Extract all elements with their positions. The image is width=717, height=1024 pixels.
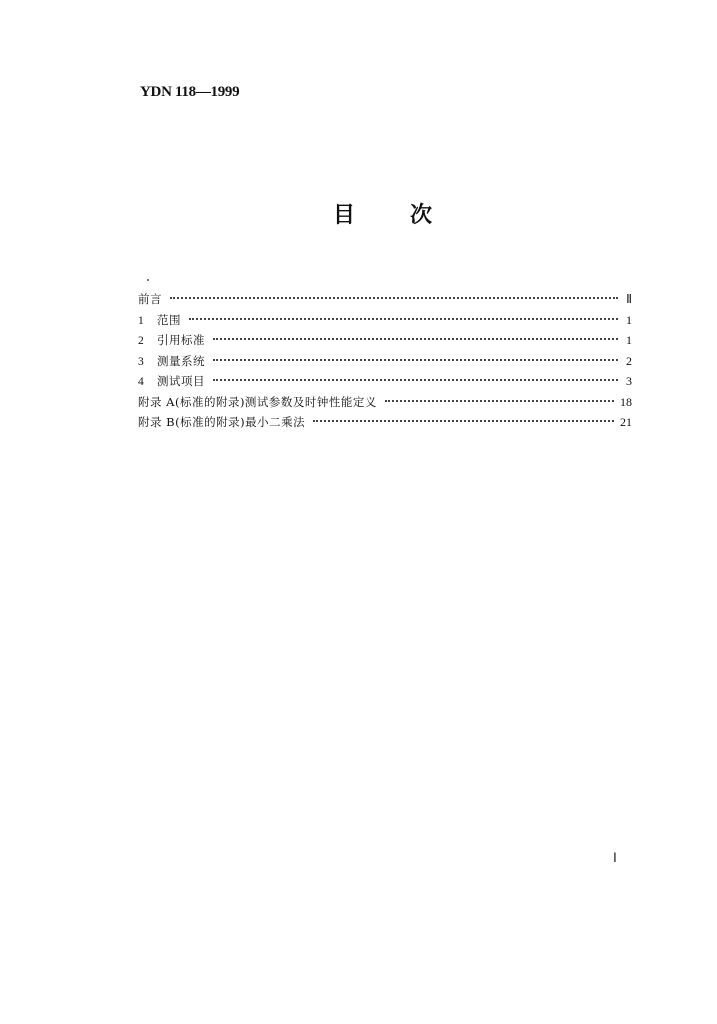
- toc-entry-page: 2: [626, 353, 632, 368]
- toc-entry-preface[interactable]: [138, 289, 632, 310]
- table-of-contents: [138, 289, 632, 433]
- document-code: YDN 118—1999: [140, 84, 240, 100]
- toc-leader-dots: [213, 338, 618, 340]
- toc-entry-normative-references[interactable]: [138, 330, 632, 351]
- toc-entry-label: 附录 A(标准的附录)测试参数及时钟性能定义: [138, 394, 377, 409]
- toc-leader-dots: [170, 297, 618, 299]
- toc-entry-number: 3: [138, 355, 144, 368]
- toc-entry-page: 3: [626, 374, 632, 388]
- toc-entry-page: 21: [620, 415, 632, 429]
- toc-entry-label: 测量系统: [157, 353, 205, 368]
- toc-leader-dots: [213, 379, 618, 381]
- toc-entry-label: 前言: [138, 292, 162, 306]
- toc-entry-page: 1: [626, 312, 632, 327]
- toc-title-part2: 次: [410, 203, 433, 228]
- toc-entry-number: 1: [138, 314, 144, 327]
- toc-entry-label: 测试项目: [157, 374, 205, 388]
- toc-entry-label: 附录 B(标准的附录)最小二乘法: [138, 415, 306, 429]
- toc-entry-measurement-system[interactable]: [138, 351, 632, 372]
- toc-entry-page: 1: [626, 333, 632, 347]
- toc-entry-appendix-a[interactable]: [138, 392, 632, 413]
- toc-entry-label: 范围: [157, 312, 181, 327]
- footer-page-number: Ⅰ: [613, 850, 617, 865]
- toc-entry-test-items[interactable]: [138, 371, 632, 392]
- toc-entry-number: 4: [138, 376, 144, 388]
- toc-leader-dots: [213, 359, 618, 361]
- toc-entry-label: 引用标准: [157, 333, 205, 347]
- toc-entry-page: 18: [620, 394, 632, 409]
- toc-entry-appendix-b[interactable]: [138, 412, 632, 433]
- toc-title-part1: 目: [333, 203, 356, 228]
- toc-entry-page: Ⅱ: [626, 292, 632, 306]
- toc-entry-number: 2: [138, 335, 144, 347]
- toc-entry-scope[interactable]: [138, 310, 632, 331]
- toc-leader-dots: [313, 420, 614, 422]
- scan-speck: [147, 279, 149, 281]
- toc-leader-dots: [385, 400, 614, 402]
- toc-leader-dots: [189, 318, 618, 320]
